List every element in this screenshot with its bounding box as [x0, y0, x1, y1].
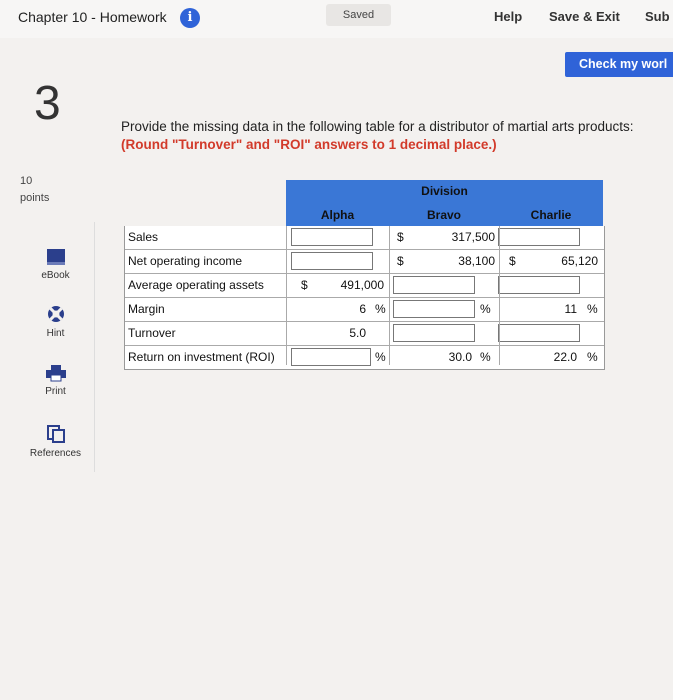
row-label: Turnover — [128, 326, 176, 340]
row-label: Return on investment (ROI) — [128, 350, 275, 364]
roi-bravo-cell — [393, 346, 478, 369]
assets-bravo-input[interactable] — [393, 276, 475, 294]
assets-alpha-value: 491,000 — [340, 278, 384, 292]
sales-bravo-cell — [391, 226, 501, 249]
column-headers — [286, 203, 603, 226]
division-header-label: Division — [421, 184, 468, 198]
book-icon — [46, 248, 66, 266]
column-divider — [389, 226, 390, 365]
margin-bravo-input[interactable] — [393, 300, 475, 318]
sidebar-item-ebook[interactable] — [17, 248, 94, 281]
percent-symbol: % — [480, 350, 491, 364]
points-label: points — [20, 192, 50, 204]
table-row — [125, 273, 604, 297]
row-label: Average operating assets — [128, 278, 264, 292]
copy-icon — [46, 424, 66, 444]
save-exit-link[interactable]: Save & Exit — [549, 9, 620, 24]
noi-charlie-cell — [501, 250, 604, 273]
margin-charlie-value: 11 — [564, 302, 577, 316]
table-row — [125, 226, 604, 249]
assets-charlie-input[interactable] — [498, 276, 580, 294]
turnover-alpha-cell — [287, 322, 372, 345]
percent-symbol: % — [587, 302, 598, 316]
info-icon[interactable]: i — [180, 8, 200, 28]
currency-symbol: $ — [509, 254, 516, 268]
margin-charlie-cell — [501, 298, 583, 321]
division-header — [286, 180, 603, 203]
row-label: Sales — [128, 230, 159, 244]
column-header-bravo: Bravo — [426, 208, 461, 222]
sidebar-item-label: Hint — [46, 328, 65, 339]
column-header-alpha: Alpha — [320, 208, 355, 222]
table-row — [125, 321, 604, 345]
sidebar-item-print[interactable] — [17, 364, 94, 397]
turnover-alpha-value: 5.0 — [349, 326, 366, 340]
roi-charlie-value: 22.0 — [553, 350, 577, 364]
turnover-bravo-input[interactable] — [393, 324, 475, 342]
percent-symbol: % — [375, 350, 386, 364]
currency-symbol: $ — [301, 278, 308, 292]
margin-alpha-cell — [287, 298, 372, 321]
sales-bravo-value: 317,500 — [451, 230, 495, 244]
column-divider — [499, 226, 500, 365]
sidebar-item-label: Print — [45, 386, 66, 397]
noi-bravo-cell — [391, 250, 501, 273]
column-divider — [286, 226, 287, 365]
row-label: Margin — [128, 302, 165, 316]
table-row — [125, 249, 604, 273]
saved-status: Saved — [326, 4, 391, 26]
table-row — [125, 297, 604, 321]
rounding-instruction: (Round "Turnover" and "ROI" answers to 1 decimal place.) — [121, 137, 497, 152]
sidebar-item-hint[interactable] — [17, 304, 94, 339]
sidebar-item-label: eBook — [41, 270, 70, 281]
currency-symbol: $ — [397, 230, 404, 244]
sales-alpha-input[interactable] — [291, 228, 373, 246]
sidebar-item-references[interactable] — [17, 424, 94, 459]
lifebuoy-icon — [46, 304, 66, 324]
turnover-charlie-input[interactable] — [498, 324, 580, 342]
table-body — [124, 226, 605, 370]
assignment-title: Chapter 10 - Homework — [18, 9, 167, 25]
column-header-charlie: Charlie — [530, 208, 572, 222]
sales-charlie-input[interactable] — [498, 228, 580, 246]
top-bar — [0, 0, 673, 38]
prompt-text: Provide the missing data in the following table for a distributor of martial arts products: — [121, 119, 634, 134]
printer-icon — [45, 364, 67, 382]
points-value: 10 — [20, 175, 33, 187]
submit-link[interactable]: Sub — [645, 9, 670, 24]
table-row — [125, 345, 604, 369]
question-prompt — [121, 118, 661, 154]
noi-alpha-input[interactable] — [291, 252, 373, 270]
noi-bravo-value: 38,100 — [458, 254, 495, 268]
percent-symbol: % — [375, 302, 386, 316]
sidebar-item-label: References — [29, 448, 82, 459]
row-label: Net operating income — [128, 254, 243, 268]
roi-charlie-cell — [501, 346, 583, 369]
resource-sidebar — [17, 222, 95, 472]
margin-alpha-value: 6 — [359, 302, 366, 316]
noi-charlie-value: 65,120 — [561, 254, 598, 268]
help-link[interactable]: Help — [494, 9, 523, 24]
assets-alpha-cell — [287, 274, 390, 297]
roi-bravo-value: 30.0 — [448, 350, 472, 364]
percent-symbol: % — [587, 350, 598, 364]
check-my-work-button[interactable]: Check my worl — [565, 52, 673, 77]
percent-symbol: % — [480, 302, 491, 316]
roi-alpha-input[interactable] — [291, 348, 371, 366]
currency-symbol: $ — [397, 254, 404, 268]
question-number: 3 — [34, 77, 61, 130]
